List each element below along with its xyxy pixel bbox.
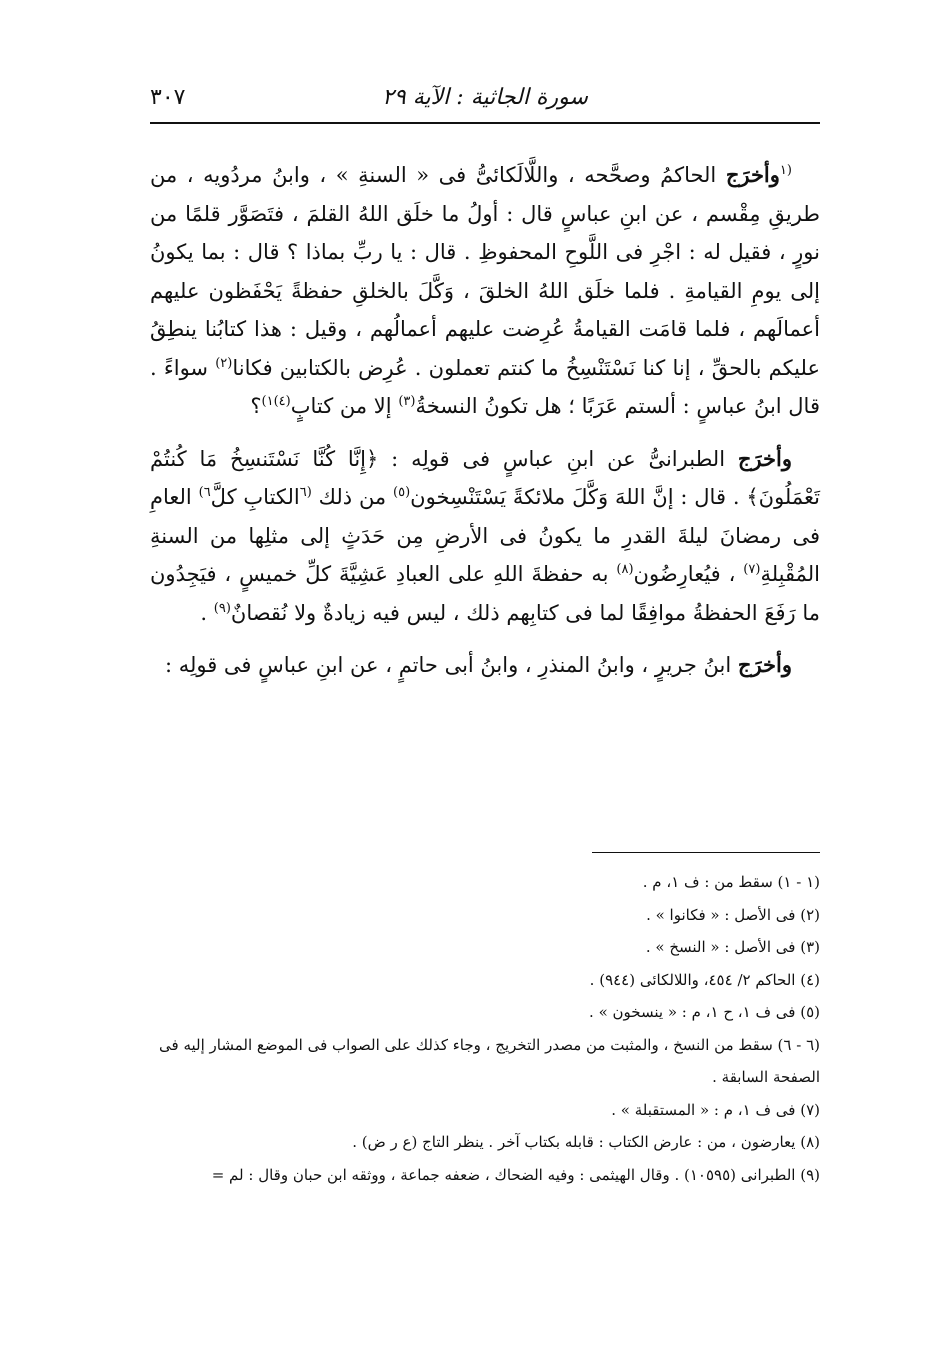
footnotes [150,866,820,1191]
paragraph-1 [150,156,820,426]
footnote-marker: (٨) [616,562,634,577]
paragraph-2 [150,440,820,633]
paragraph-text: العامِ فى رمضانَ ليلةَ القدرِ ما يكونُ فى الأرضِ مِن حَدَثٍ إلى مثلِها من السنةِ المُقْبِلةِ [150,485,820,586]
footnote-9: (٩) الطبرانى (١٠٥٩٥) . وقال الهيثمى : وفيه الضحاك ، ضعفه جماعة ، ووثقه ابن حبان وقال : لم = [211,1165,820,1184]
footnote-marker: (٣) [398,394,416,409]
paragraph-text: الطبرانىُّ عن ابنِ عباسٍ فى قولِه : [391,446,726,471]
footnote-7: (٧) فى ف ١، م : « المستقبلة » . [611,1100,820,1119]
footnote-marker: ٦) [198,485,211,500]
paragraph-text: به حفظةَ اللهِ على العبادِ عَشِيَّةَ كلِّ خميسٍ ، فيَجِدُون ما رَفَعَ الحفظةُ موافِقًا لما فى كتابِهم ذلك ، ليس فيه زيادةٌ ولا نُقصانٌ [150,562,820,625]
footnote-6: (٦ - ٦) سقط من النسخ ، والمثبت من مصدر التخريج ، وجاء كذلك على الصواب فى الموضع المشار إليه فى الصفحة السابقة . [159,1035,820,1086]
paragraph-text: ، فيُعارِضُون [633,562,736,586]
footnote-marker: (٩) [213,600,231,616]
footnote-marker: (٢) [215,355,233,371]
footnote-5: (٥) فى ف ١، ح ١، م : « ينسخون » . [589,1003,820,1021]
paragraph-text: . قال : إنَّ اللهَ وَكَّلَ ملائكةً يَسْتَنْسِخون [410,485,740,509]
lead-word: وأخرَج [725,162,780,187]
paragraph-text: ؟ [250,394,262,418]
paragraph-text: . [200,600,208,625]
paragraph-3 [150,646,820,685]
footnote-8: (٨) يعارضون ، من : عارض الكتاب : قابله بكتاب آخر . ينظر التاج (ع ر ض) . [352,1133,820,1151]
lead-word: وأخرَج [737,445,792,471]
page-number: ٣٠٧ [150,85,186,110]
paragraph-text: الكتابِ كلَّ [210,485,300,509]
footnote-1: (١ - ١) سقط من : ف ١، م . [642,873,820,891]
paragraph-text: سواءً . قال ابنُ عباسٍ : ألستم عَرَبًا ؛ هل تكونُ النسخةُ [150,355,820,418]
footnote-marker: (٥) [393,485,411,500]
footnote-4: (٤) الحاكم ٢/ ٤٥٤، واللالكائى (٩٤٤) . [589,970,820,989]
page-header [150,80,820,120]
paragraph-text: ابنُ جريرٍ ، وابنُ المنذرِ ، وابنُ أبى حاتمٍ ، عن ابنِ عباسٍ فى قولِه : [164,653,732,677]
footnote-rule [592,852,820,853]
paragraph-text: الحاكمُ وصحَّحه ، واللَّالَكائىُّ فى « السنةِ » ، وابنُ مردُويه ، من طريقِ مِقْسم ، عن ابنِ عباسٍ قال : أولُ ما خلَق اللهُ القلمَ ، فتَصَوَّر قلمًا من نورٍ ، فقيل له : اجْرِ فى اللَّوحِ المحفوظِ . قال : يا ربِّ بماذا ؟ قال : بما يكونُ إلى يومِ القيامةِ . فلما خلَق اللهُ الخلقَ ، وَكَّلَ بالخلقِ حفظةً يَحْفَظون عليهم أعمالَهم ، فلما قامَت القيامةُ عُرِضت عليهم أعمالُهم ، وقيل : هذا كتابُنا ينطِقُ عليكم بالحقِّ ، إنا كنا نَسْتَنْسِخُ ما كنتم تعملون . عُرِض بالكتابين فكانا [150,163,820,380]
footnote-3: (٣) فى الأصل : « النسخ » . [645,938,820,956]
main-text [150,156,820,685]
header-rule [150,122,820,124]
footnote-marker: (٧) [743,562,761,577]
paragraph-text: من ذلك [318,485,387,509]
footnote-marker: (١ [779,163,792,178]
lead-word: وأخرَج [737,652,792,677]
paragraph-text: إلا من كتابٍ [290,394,392,418]
quran-verse: ﴿إِنَّا كُنَّا نَسْتَنسِخُ مَا كُنتُمْ تَعْمَلُونَ﴾ [150,446,820,509]
surah-title: سورة الجاثية : الآية ٢٩ [382,85,588,110]
footnote-marker: (٤)١) [261,394,291,409]
footnote-2: (٢) فى الأصل : « فكانوا » . [646,905,820,924]
footnote-marker: (٦ [299,485,312,500]
